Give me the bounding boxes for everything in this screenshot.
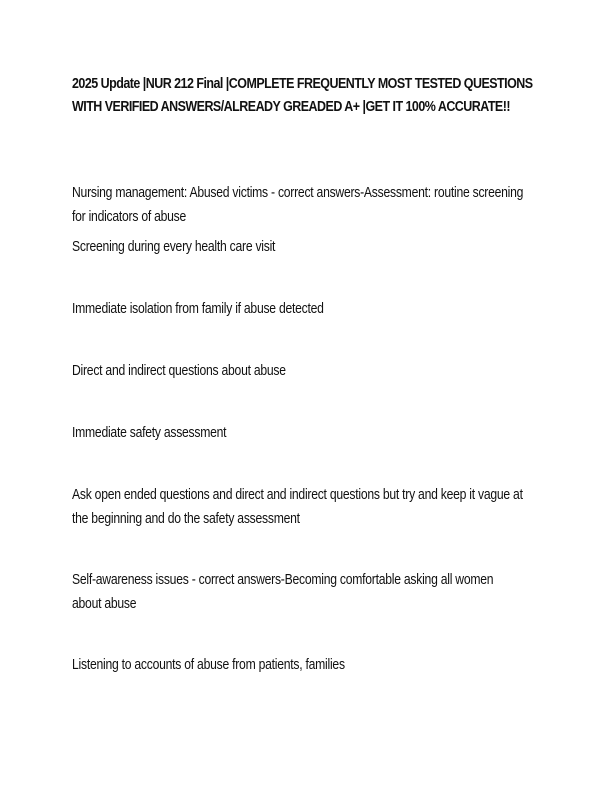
paragraph-nursing-management: Nursing management: Abused victims - correct answers-Assessment: routine screening for indicators of abuse [72,185,524,225]
paragraph-open-ended: Ask open ended questions and direct and indirect questions but try and keep it vague at the beginning and do the safety assessment [72,487,523,527]
paragraph-screening: Screening during every health care visit [72,239,276,255]
paragraph-questions: Direct and indirect questions about abuse [72,363,286,379]
paragraph-isolation: Immediate isolation from family if abuse detected [72,301,324,317]
paragraph-listening: Listening to accounts of abuse from patients, families [72,657,345,673]
document-title: 2025 Update |NUR 212 Final |COMPLETE FREQUENTLY MOST TESTED QUESTIONS WITH VERIFIED ANSWERS/ALREADY GREADED A+ |GET IT 100% ACCURATE!! [72,76,533,115]
paragraph-safety: Immediate safety assessment [72,425,227,441]
paragraph-self-awareness: Self-awareness issues - correct answers-Becoming comfortable asking all women about abuse [72,572,494,612]
